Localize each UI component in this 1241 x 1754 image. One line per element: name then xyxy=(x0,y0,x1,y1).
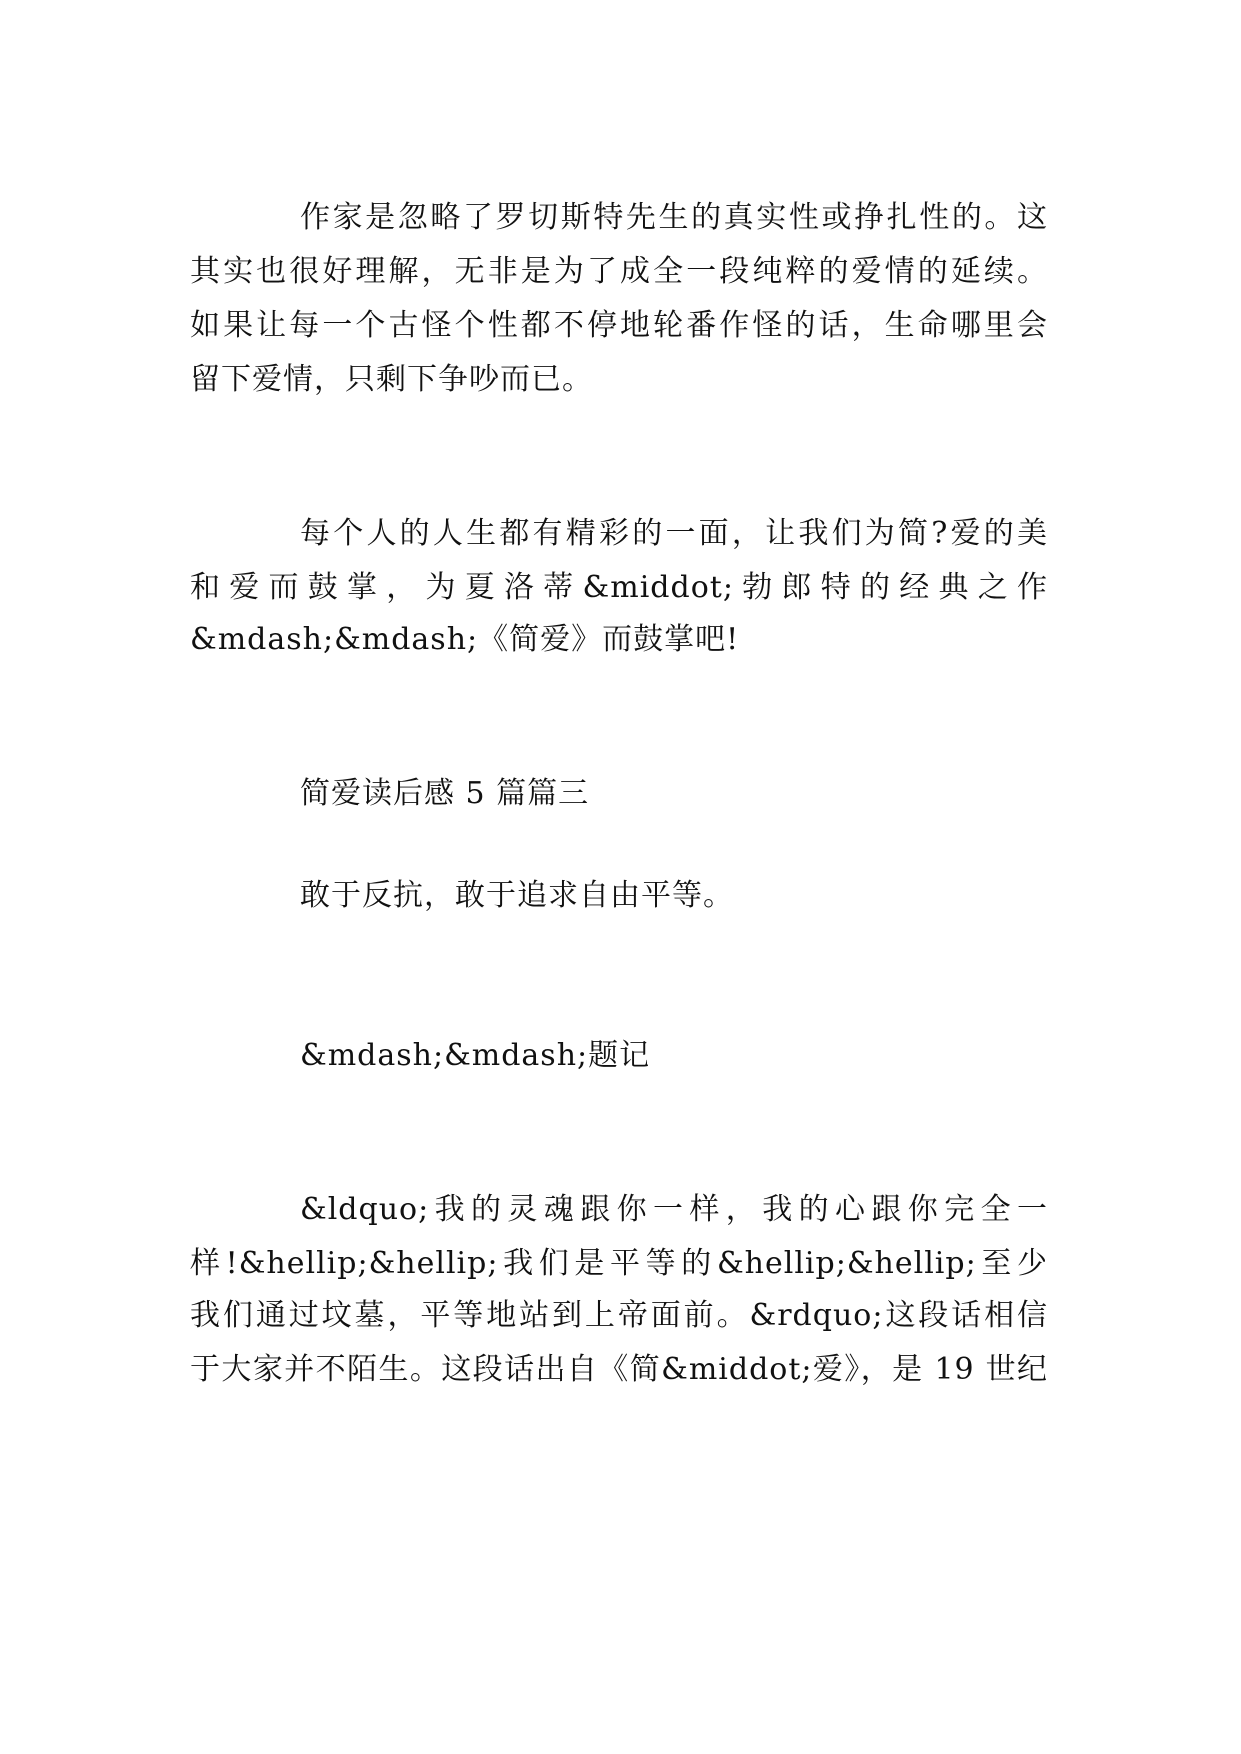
section-heading: 简爱读后感 5 篇篇三 xyxy=(300,776,590,811)
paragraph-3-line-3: 我们通过坟墓，平等地站到上帝面前。&rdquo;这段话相信 xyxy=(190,1298,1048,1333)
paragraph-3-line-4: 于大家并不陌生。这段话出自《简&middot;爱》，是 19 世纪 xyxy=(190,1352,1048,1387)
epigraph: 敢于反抗，敢于追求自由平等。 xyxy=(300,878,734,913)
paragraph-2-line-1: 每个人的人生都有精彩的一面，让我们为简?爱的美 xyxy=(300,516,1048,551)
paragraph-1-line-1: 作家是忽略了罗切斯特先生的真实性或挣扎性的。这 xyxy=(300,200,1048,235)
paragraph-3-line-2: 样!&hellip;&hellip;我们是平等的&hellip;&hellip;至少 xyxy=(190,1246,1048,1281)
paragraph-1-line-4: 留下爱情，只剩下争吵而已。 xyxy=(190,362,593,397)
paragraph-2-line-2: 和爱而鼓掌，为夏洛蒂&middot;勃郎特的经典之作 xyxy=(190,570,1048,605)
paragraph-1-line-2: 其实也很好理解，无非是为了成全一段纯粹的爱情的延续。 xyxy=(190,254,1048,289)
paragraph-3-line-1: &ldquo;我的灵魂跟你一样，我的心跟你完全一 xyxy=(300,1192,1048,1227)
epigraph-source: &mdash;&mdash;题记 xyxy=(300,1038,651,1073)
paragraph-2-line-3: &mdash;&mdash;《简爱》而鼓掌吧! xyxy=(190,622,740,657)
paragraph-1-line-3: 如果让每一个古怪个性都不停地轮番作怪的话，生命哪里会 xyxy=(190,308,1048,343)
